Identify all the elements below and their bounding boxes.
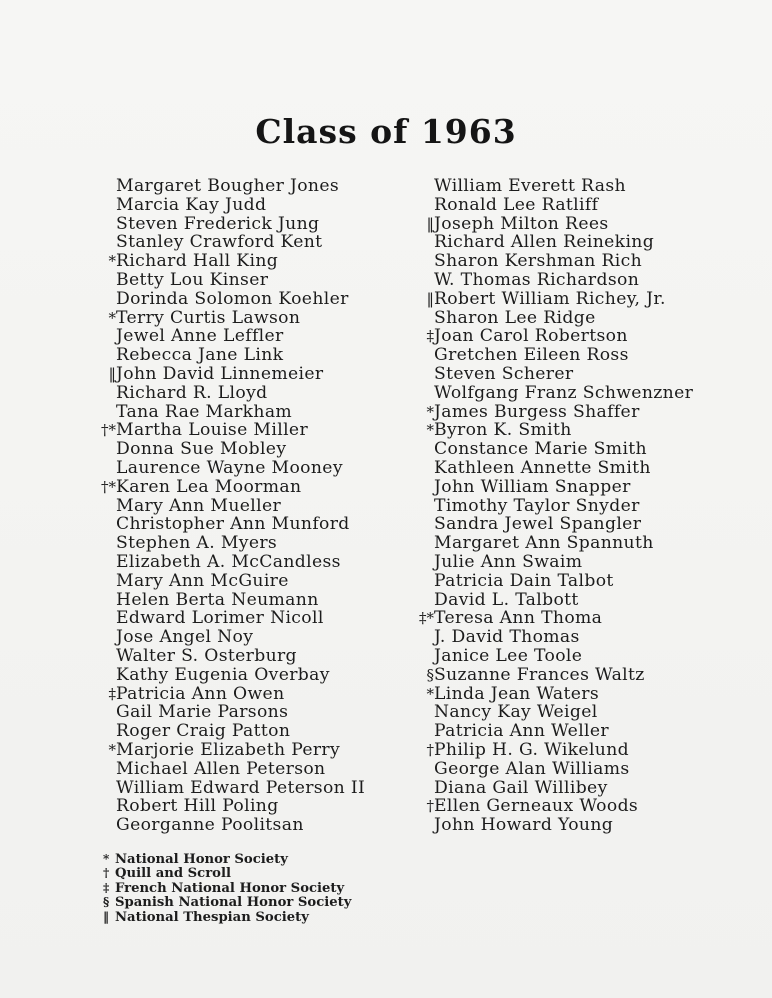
name-entry [94, 797, 365, 816]
name-entry [94, 703, 365, 722]
name-entry [94, 534, 365, 553]
name-entry [412, 497, 693, 516]
name-entry [94, 177, 365, 196]
honor-mark: ‡* [419, 609, 434, 628]
student-name: Christopher Ann Munford [116, 514, 350, 535]
name-entry [94, 252, 365, 271]
name-entry [94, 403, 365, 422]
right-name-column [412, 177, 693, 835]
student-name: Rebecca Jane Link [116, 345, 284, 366]
name-entry [412, 760, 693, 779]
honor-mark: ‖ [108, 364, 116, 383]
student-name: J. David Thomas [434, 627, 580, 648]
honor-mark: * [426, 402, 434, 421]
name-entry [412, 290, 693, 309]
name-entry [412, 346, 693, 365]
student-name: Steven Frederick Jung [116, 213, 320, 234]
student-name: John David Linnemeier [116, 363, 324, 384]
student-name: Sandra Jewel Spangler [434, 514, 642, 535]
student-name: Richard Allen Reineking [434, 232, 655, 253]
student-name: William Everett Rash [434, 176, 626, 196]
student-name: Richard R. Lloyd [116, 382, 268, 403]
student-name: Kathy Eugenia Overbay [116, 664, 330, 685]
name-entry [94, 591, 365, 610]
student-name: Patricia Ann Weller [434, 721, 609, 742]
student-name: Ellen Gerneaux Woods [434, 796, 639, 817]
name-entry [94, 572, 365, 591]
student-name: Jewel Anne Leffler [116, 326, 284, 347]
student-name: Stephen A. Myers [116, 533, 278, 554]
legend-label: National Honor Society [115, 852, 288, 867]
name-entry [94, 685, 365, 704]
legend-item [103, 910, 351, 924]
legend-symbol: ‖ [103, 909, 109, 924]
name-entry [412, 703, 693, 722]
honor-mark: ‡ [108, 684, 116, 703]
name-entry [412, 421, 693, 440]
student-name: Teresa Ann Thoma [434, 608, 603, 629]
student-name: W. Thomas Richardson [434, 269, 640, 290]
student-name: Ronald Lee Ratliff [434, 194, 599, 215]
name-entry [94, 309, 365, 328]
student-name: Gretchen Eileen Ross [434, 345, 629, 366]
name-entry [412, 685, 693, 704]
student-name: John Howard Young [434, 815, 614, 836]
student-name: Georganne Poolitsan [116, 815, 304, 836]
student-name: Edward Lorimer Nicoll [116, 608, 324, 629]
legend-label: Spanish National Honor Society [115, 895, 352, 911]
name-entry [412, 440, 693, 459]
student-name: Suzanne Frances Waltz [434, 664, 645, 685]
student-name: Donna Sue Mobley [116, 439, 287, 460]
student-name: Marjorie Elizabeth Perry [116, 739, 341, 760]
name-entry [94, 440, 365, 459]
name-entry [412, 271, 693, 290]
legend-symbol: § [103, 895, 110, 910]
honor-mark: ‖ [426, 214, 434, 233]
name-entry [94, 215, 365, 234]
name-entry [412, 779, 693, 798]
name-entry [94, 271, 365, 290]
student-name: Linda Jean Waters [434, 683, 600, 704]
name-entry [412, 534, 693, 553]
student-name: Sharon Lee Ridge [434, 307, 596, 328]
name-entry [412, 384, 693, 403]
student-name: Patricia Dain Talbot [434, 570, 614, 591]
student-name: Janice Lee Toole [434, 645, 583, 666]
name-entry [94, 515, 365, 534]
name-entry [412, 722, 693, 741]
name-entry [94, 196, 365, 215]
student-name: Margaret Bougher Jones [116, 176, 340, 196]
honor-mark: * [108, 740, 116, 759]
name-entry [94, 779, 365, 798]
student-name: Joseph Milton Rees [434, 213, 609, 234]
honor-mark: †* [101, 421, 116, 440]
honor-society-legend [103, 852, 351, 924]
student-name: Betty Lou Kinser [116, 269, 269, 290]
name-entry [94, 816, 365, 835]
name-entry [412, 666, 693, 685]
student-name: Nancy Kay Weigel [434, 702, 598, 723]
name-entry [412, 459, 693, 478]
name-entry [412, 327, 693, 346]
name-entry [94, 666, 365, 685]
name-entry [94, 609, 365, 628]
name-entry [412, 478, 693, 497]
name-entry [94, 647, 365, 666]
name-entry [412, 741, 693, 760]
student-name: Constance Marie Smith [434, 439, 647, 460]
left-name-column [94, 177, 365, 835]
name-entry [412, 252, 693, 271]
student-name: Dorinda Solomon Koehler [116, 288, 349, 309]
legend-label: French National Honor Society [115, 880, 345, 896]
honor-mark: * [426, 684, 434, 703]
name-entry [412, 591, 693, 610]
name-entry [412, 515, 693, 534]
name-entry [94, 478, 365, 497]
student-name: Terry Curtis Lawson [116, 307, 301, 328]
name-entry [412, 572, 693, 591]
student-name: John William Snapper [434, 476, 631, 497]
student-name: Richard Hall King [116, 251, 279, 272]
student-name: Michael Allen Peterson [116, 758, 326, 779]
honor-mark: * [108, 252, 116, 271]
page-title: Class of 1963 [255, 112, 517, 151]
legend-label: Quill and Scroll [115, 866, 231, 882]
legend-symbol: ‡ [103, 880, 110, 895]
name-entry [412, 553, 693, 572]
student-name: Walter S. Osterburg [116, 645, 297, 666]
student-name: Patricia Ann Owen [116, 683, 285, 704]
student-name: Steven Scherer [434, 363, 574, 384]
name-entry [94, 760, 365, 779]
name-entry [412, 816, 693, 835]
name-entry [94, 327, 365, 346]
name-entry [94, 233, 365, 252]
name-entry [94, 346, 365, 365]
student-name: Sharon Kershman Rich [434, 251, 643, 272]
name-entry [412, 609, 693, 628]
legend-symbol: † [103, 866, 110, 881]
name-entry [94, 628, 365, 647]
name-entry [412, 628, 693, 647]
name-entry [94, 741, 365, 760]
student-name: Robert Hill Poling [116, 796, 279, 817]
student-name: Stanley Crawford Kent [116, 232, 323, 253]
honor-mark: * [426, 421, 434, 440]
student-name: Margaret Ann Spannuth [434, 533, 654, 554]
student-name: William Edward Peterson II [116, 777, 366, 798]
legend-item [103, 881, 351, 895]
student-name: Elizabeth A. McCandless [116, 551, 341, 572]
legend-item [103, 895, 351, 909]
student-name: James Burgess Shaffer [434, 401, 640, 422]
name-entry [94, 459, 365, 478]
student-name: Karen Lea Moorman [116, 476, 302, 497]
name-entry [94, 365, 365, 384]
student-name: Philip H. G. Wikelund [434, 739, 629, 760]
name-entry [412, 797, 693, 816]
student-name: Julie Ann Swaim [434, 551, 583, 572]
honor-mark: † [426, 740, 434, 759]
student-name: Tana Rae Markham [116, 401, 293, 422]
name-entry [412, 177, 693, 196]
name-entry [94, 290, 365, 309]
student-name: Jose Angel Noy [116, 627, 254, 648]
student-name: Robert William Richey, Jr. [434, 288, 666, 309]
name-entry [94, 553, 365, 572]
name-entry [94, 497, 365, 516]
student-name: Diana Gail Willibey [434, 777, 608, 798]
legend-item [103, 852, 351, 866]
student-name: Martha Louise Miller [116, 420, 309, 441]
name-entry [412, 309, 693, 328]
name-entry [412, 403, 693, 422]
honor-mark: ‡ [426, 327, 434, 346]
name-entry [412, 215, 693, 234]
student-name: Joan Carol Robertson [434, 326, 628, 347]
student-name: Gail Marie Parsons [116, 702, 289, 723]
student-name: Helen Berta Neumann [116, 589, 319, 610]
name-entry [412, 365, 693, 384]
name-entry [412, 196, 693, 215]
student-name: Timothy Taylor Snyder [434, 495, 640, 516]
name-entry [94, 421, 365, 440]
student-name: Laurence Wayne Mooney [116, 457, 343, 478]
honor-mark: †* [101, 477, 116, 496]
student-name: David L. Talbott [434, 589, 579, 610]
name-entry [412, 647, 693, 666]
student-name: Wolfgang Franz Schwenzner [434, 382, 694, 403]
name-entry [412, 233, 693, 252]
student-name: Roger Craig Patton [116, 721, 291, 742]
student-name: Marcia Kay Judd [116, 194, 267, 215]
legend-item [103, 866, 351, 880]
student-name: George Alan Williams [434, 758, 630, 779]
honor-mark: ‖ [426, 289, 434, 308]
student-name: Kathleen Annette Smith [434, 457, 651, 478]
legend-symbol: * [103, 852, 110, 866]
honor-mark: † [426, 797, 434, 816]
name-entry [94, 722, 365, 741]
student-name: Mary Ann Mueller [116, 495, 282, 516]
honor-mark: § [426, 665, 434, 684]
honor-mark: * [108, 308, 116, 327]
name-entry [94, 384, 365, 403]
legend-label: National Thespian Society [115, 909, 309, 925]
student-name: Mary Ann McGuire [116, 570, 289, 591]
student-name: Byron K. Smith [434, 420, 572, 441]
